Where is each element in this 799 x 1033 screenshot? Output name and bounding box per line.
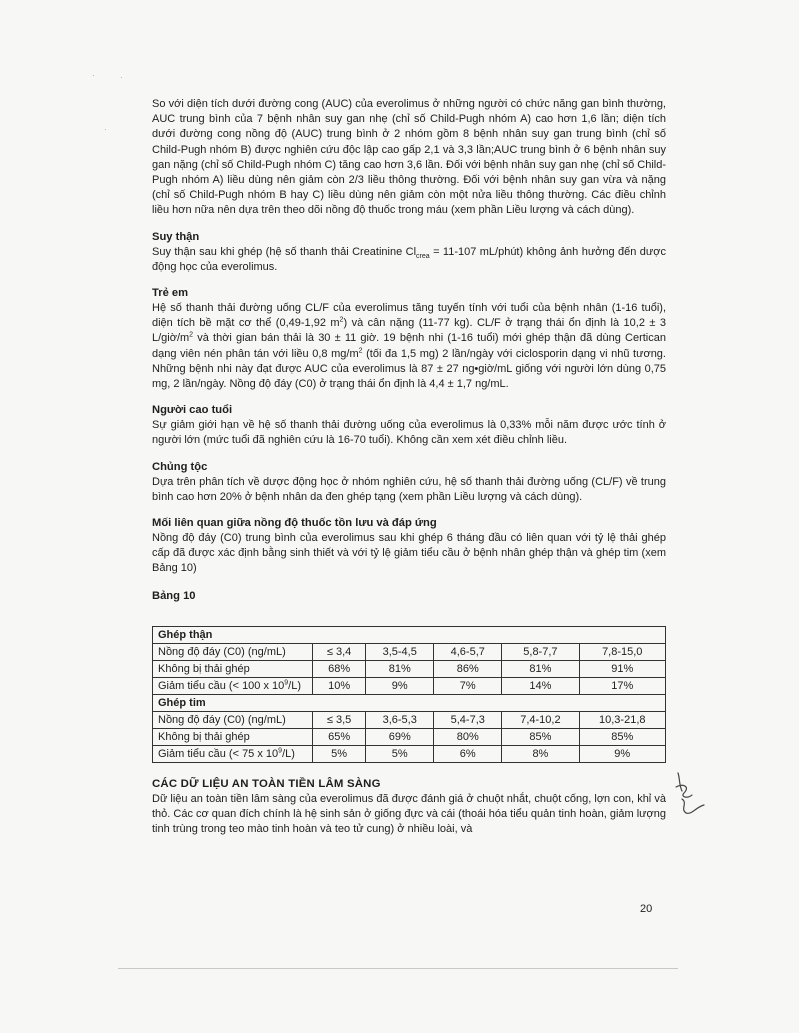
table-cell: 65% [313, 728, 366, 745]
table-title: Bảng 10 [152, 589, 196, 602]
table-cell: 6% [434, 745, 502, 762]
scan-speck: · [120, 72, 123, 82]
row-label: Nồng độ đáy (C0) (ng/mL) [153, 643, 313, 660]
table-cell: 9% [579, 745, 665, 762]
table-row [153, 745, 666, 762]
section-heading: Suy thận [152, 230, 200, 243]
table-cell: 5% [313, 745, 366, 762]
table-cell: 81% [366, 660, 434, 677]
table-cell: 81% [502, 660, 579, 677]
table-row [153, 728, 666, 745]
table-cell: 10% [313, 677, 366, 694]
section-heading: Mối liên quan giữa nồng độ thuốc tồn lưu và đáp ứng [152, 517, 437, 530]
section-renal [152, 230, 666, 275]
row-label: Không bị thải ghép [153, 660, 313, 677]
row-label: Giảm tiểu cầu (< 100 x $10^9/L$) [153, 677, 313, 694]
table-cell: 10,3-21,8 [579, 711, 665, 728]
table-cell: 5% [366, 745, 434, 762]
table-cell: 14% [502, 677, 579, 694]
section-children [152, 286, 666, 392]
row-label: Giảm tiểu cầu (< 75 x $10^9/L$) [153, 745, 313, 762]
scan-speck: · [92, 70, 95, 80]
intro-paragraph: So với diện tích dưới đường cong (AUC) của everolimus ở những người có chức năng gan bình thường, AUC trung bình của 7 bệnh nhân suy gan nhẹ (chỉ số Child-Pugh nhóm A) cao hơn 1,6 lần; diện tích dưới đường cong nồng độ (AUC) trung bình ở 2 nhóm gồm 8 bệnh nhân suy gan trung bình (chỉ số Child-Pugh nhóm B) được nghiên cứu độc lập cao gấp 2,1 và 3,3 lần;AUC trung bình ở 6 bệnh nhân suy gan nặng (chỉ số Child-Pugh nhóm C) tăng cao hơn 3,6 lần. Đối với bệnh nhân suy gan nhẹ (chỉ số Child-Pugh nhóm A) liều dùng nên giảm còn 2/3 liều thông thường. Đối với bệnh nhân suy gan vừa và nặng (chỉ số Child-Pugh nhóm B hay C) liều dùng nên giảm còn một nửa liều thông thường. Các điều chỉnh liều hơn nữa nên dựa trên theo dõi nồng độ thuốc trong máu (xem phần Liều lượng và cách dùng). [152, 98, 667, 217]
data-table [152, 626, 666, 763]
table-cell: 80% [434, 728, 502, 745]
table-cell: 5,8-7,7 [502, 643, 579, 660]
table-group-row [153, 694, 666, 711]
table-row [153, 643, 666, 660]
scan-speck: · [104, 124, 107, 134]
group-label: Ghép tim [153, 694, 666, 711]
section-heading: Người cao tuổi [152, 404, 233, 417]
table-cell: 69% [366, 728, 434, 745]
section-heading: Trẻ em [152, 287, 189, 300]
section-relation [152, 516, 666, 577]
section-text: Sự giảm giới hạn về hệ số thanh thải đường uống của everolimus là 0,33% mỗi năm được ước tính ở người lớn (mức tuổi đã nghiên cứu là 16-70 tuổi). Không cần xem xét điều chỉnh liều. [152, 419, 666, 447]
table-cell: 68% [313, 660, 366, 677]
row-label: Không bị thải ghép [153, 728, 313, 745]
table-cell: 3,6-5,3 [366, 711, 434, 728]
table-cell: 9% [366, 677, 434, 694]
table-cell: 4,6-5,7 [434, 643, 502, 660]
document-body [152, 97, 666, 837]
section-text: Nồng độ đáy (C0) trung bình của everolimus sau khi ghép 6 tháng đầu có liên quan với tỷ lệ thải ghép cấp đã được xác định bằng sinh thiết và với tỷ lệ giảm tiểu cầu ở bệnh nhân ghép thận và ghép tim (xem Bảng 10) [152, 532, 666, 575]
section-heading-preclinical: CÁC DỮ LIỆU AN TOÀN TIỀN LÂM SÀNG [152, 777, 381, 790]
section-text: Dựa trên phân tích về dược động học ở nhóm nghiên cứu, hệ số thanh thải đường uống (CL/F) về trung bình cao hơn 20% ở bệnh nhân da đen ghép tạng (xem phần Liều lượng và cách dùng). [152, 475, 666, 503]
group-label: Ghép thận [153, 626, 666, 643]
row-label: Nồng độ đáy (C0) (ng/mL) [153, 711, 313, 728]
section-elderly [152, 403, 666, 448]
handwritten-initials-icon [670, 765, 710, 825]
section-race [152, 460, 666, 505]
section-text: Suy thận sau khi ghép (hệ số thanh thải Creatinine $Cl_{crea} = 11-107$ mL/phút) không ảnh hưởng đến dược động học của everolimus. [152, 245, 666, 273]
table-row [153, 660, 666, 677]
table-group-row [153, 626, 666, 643]
section-text: Hệ số thanh thải đường uống CL/F của everolimus tăng tuyến tính với tuổi của bệnh nhân (1-16 tuổi), diện tích bề mặt cơ thể (0,49-1,92 $m^2$) và cân nặng (11-77 kg). CL/F ở trạng thái ổn định là 10,2 ± 3 $L/giờ/m^2$ và thời gian bán thải là 30 ± 11 giờ. 19 bệnh nhi (1-16 tuổi) mới ghép thận đã dùng Certican dạng viên nén phân tán với liều 0,8 $mg/m^2$ (tối đa 1,5 mg) 2 lần/ngày với ciclosporin dạng vi nhũ tương. Những bệnh nhi này đạt được AUC của everolimus là 87 ± 27 ng•giờ/mL giống với người lớn dùng 0,75 mg, 2 lần/ngày. Nồng độ đáy (C0) ở trạng thái ổn định là 4,4 ± 1,7 ng/mL. [152, 302, 666, 391]
footer-rule [118, 968, 678, 969]
table-cell: 7,4-10,2 [502, 711, 579, 728]
table-cell: 7,8-15,0 [579, 643, 665, 660]
table-cell: 85% [579, 728, 665, 745]
page-number: 20 [640, 903, 653, 915]
table-cell: ≤ 3,5 [313, 711, 366, 728]
table-cell: 3,5-4,5 [366, 643, 434, 660]
section-heading: Chủng tộc [152, 460, 208, 473]
table-cell: 8% [502, 745, 579, 762]
table-cell: 7% [434, 677, 502, 694]
table-row [153, 677, 666, 694]
table-cell: 5,4-7,3 [434, 711, 502, 728]
section-text: Dữ liệu an toàn tiền lâm sàng của everolimus đã được đánh giá ở chuột nhắt, chuột cống, lợn con, khỉ và thỏ. Các cơ quan đích chính là hệ sinh sản ở giống đực và cái (thoái hóa tiểu quản tinh hoàn, giảm lượng tinh trùng trong teo mào tinh hoàn và teo tử cung) ở nhiều loài, và [152, 792, 666, 836]
table-cell: 85% [502, 728, 579, 745]
table-cell: ≤ 3,4 [313, 643, 366, 660]
table-cell: 86% [434, 660, 502, 677]
table-cell: 17% [579, 677, 665, 694]
table-cell: 91% [579, 660, 665, 677]
table-row [153, 711, 666, 728]
